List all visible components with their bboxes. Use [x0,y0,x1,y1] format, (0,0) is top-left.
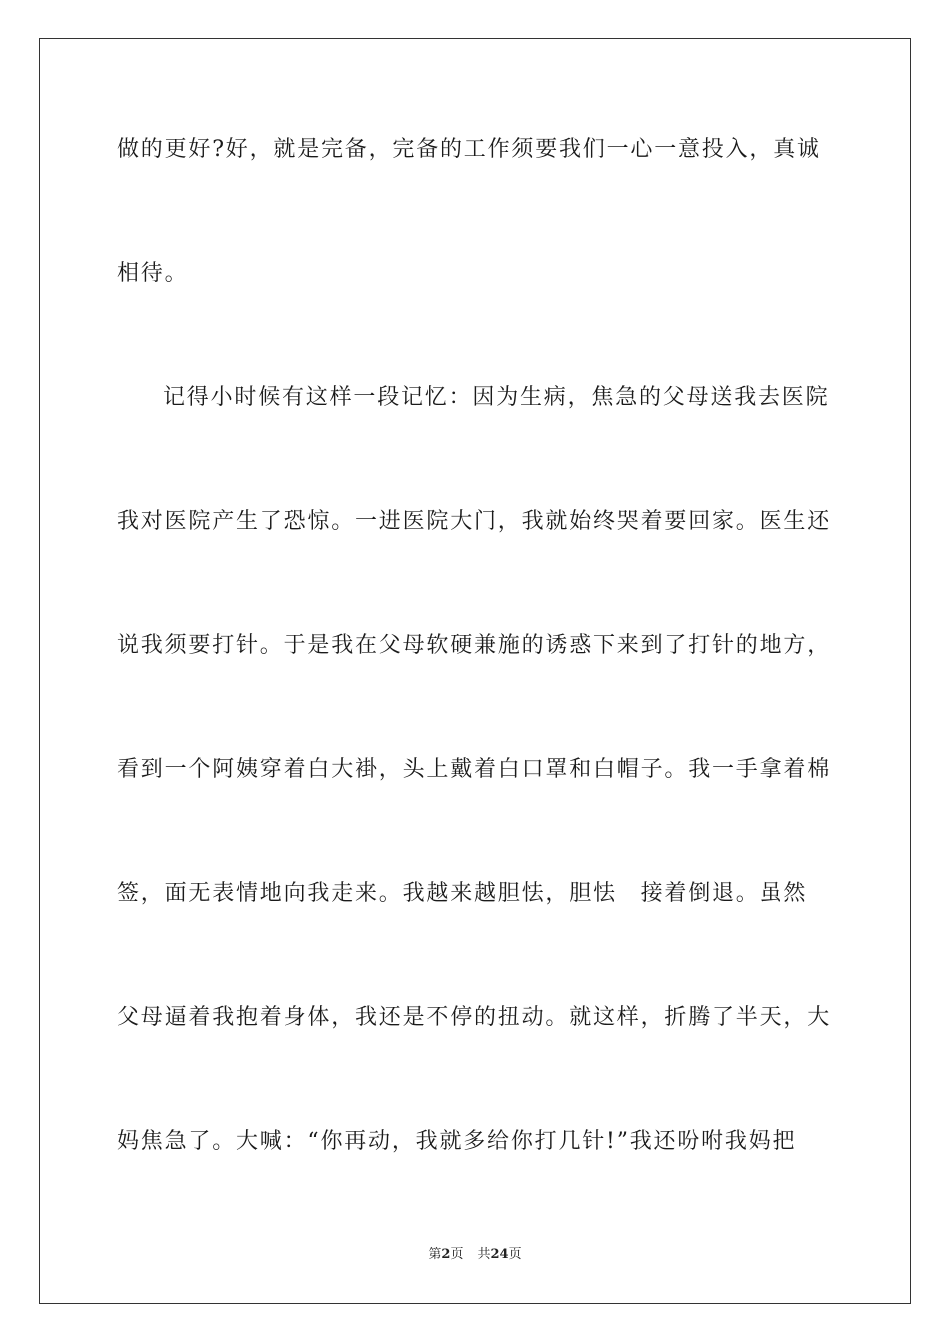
page-suffix: 页 [450,1247,464,1262]
text-line: 做的更好?好，就是完备，完备的工作须要我们一心一意投入，真诚 [117,137,821,162]
text-line: 妈焦急了。大喊：“你再动，我就多给你打几针!”我还吩咐我妈把 [117,1129,797,1154]
page-footer [0,1246,950,1264]
total-suffix: 页 [508,1247,522,1262]
text-line: 我对医院产生了恐惊。一进医院大门，我就始终哭着要回家。医生还 [117,509,832,534]
total-prefix: 共 [477,1247,491,1262]
page-prefix: 第 [428,1247,442,1262]
paragraph-start-line: 记得小时候有这样一段记忆：因为生病，焦急的父母送我去医院 [163,385,830,410]
text-line: 签，面无表情地向我走来。我越来越胆怯，胆怯 接着倒退。虽然 [117,881,808,906]
text-line: 相待。 [117,261,189,286]
text-line: 说我须要打针。于是我在父母软硬兼施的诱惑下来到了打针的地方， [117,633,832,658]
text-line: 看到一个阿姨穿着白大褂，头上戴着白口罩和白帽子。我一手拿着棉 [117,757,832,782]
page-number: 2 [441,1247,451,1262]
text-line: 父母逼着我抱着身体，我还是不停的扭动。就这样，折腾了半天，大 [117,1005,832,1030]
total-pages: 24 [490,1247,509,1262]
page-border [39,38,911,1304]
